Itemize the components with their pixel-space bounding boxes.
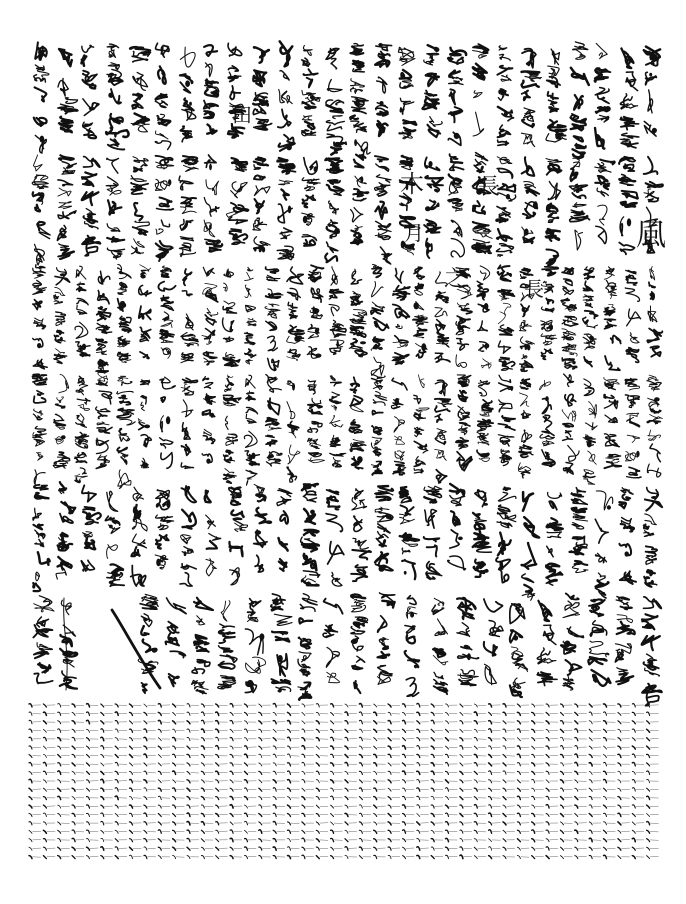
large-glyph: 木 <box>400 170 424 198</box>
cursive-glyph <box>161 397 165 402</box>
large-glyph: 之 <box>444 267 466 292</box>
large-glyph: 長 <box>478 175 500 200</box>
large-glyph: 長 <box>524 277 544 301</box>
large-glyph: 月 <box>404 221 424 245</box>
cursive-glyph <box>141 380 150 385</box>
cursive-glyph <box>194 635 209 652</box>
large-glyph: 風 <box>636 218 666 253</box>
cursive-glyph <box>205 79 219 96</box>
large-glyph: 田 <box>232 103 252 127</box>
